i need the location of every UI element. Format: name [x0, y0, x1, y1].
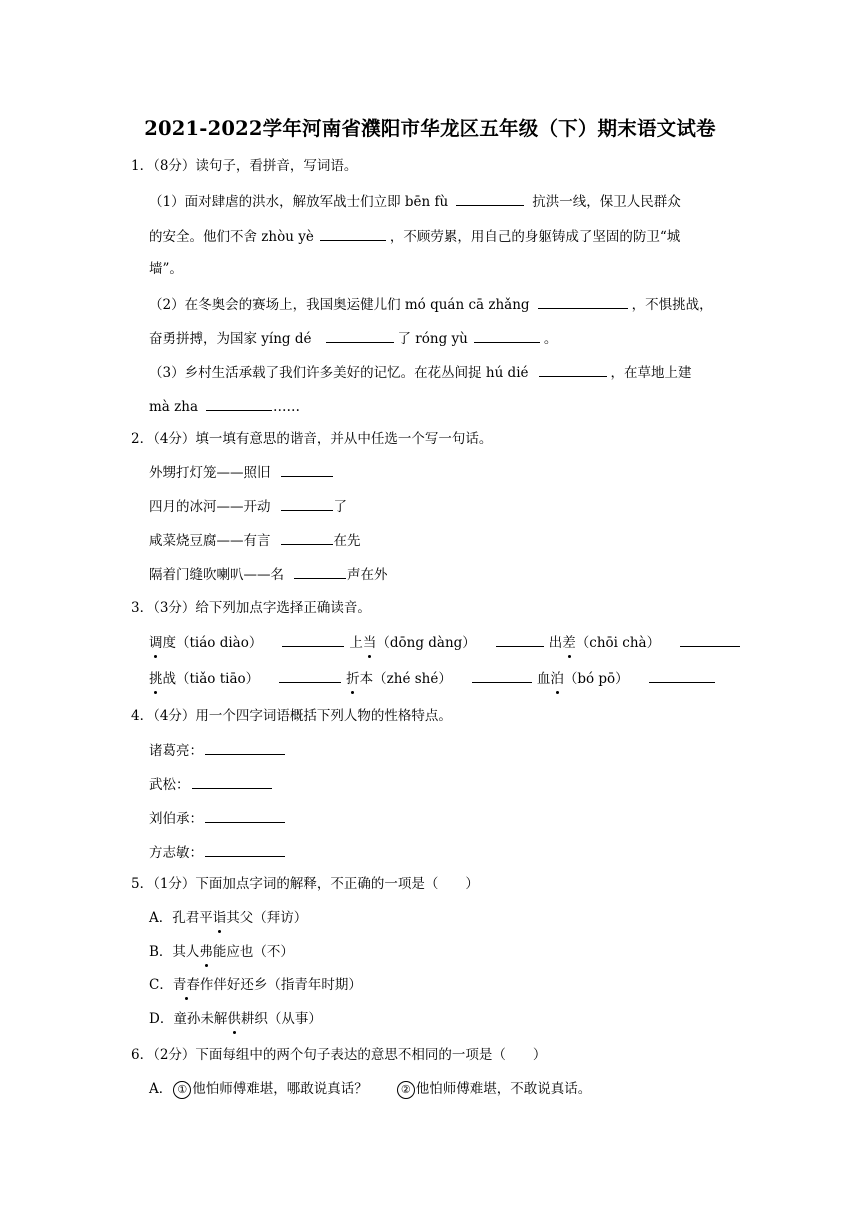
answer-blank[interactable] [192, 774, 272, 789]
answer-blank[interactable] [539, 362, 607, 377]
question-3-row-1 [149, 632, 744, 653]
question-1-sentence-3-line-2: mà zha …… [149, 396, 300, 417]
question-4-item: 方志敏： [149, 842, 289, 863]
pronunciation-item: 折本（zhé shé） [346, 671, 452, 687]
answer-blank[interactable] [496, 632, 544, 647]
answer-blank[interactable] [205, 740, 285, 755]
pronunciation-item: 出差（chōi chà） [548, 635, 661, 651]
dotted-word: 青春 [172, 977, 200, 993]
question-4-heading: 4．（4分）用一个四字词语概括下列人物的性格特点。 [131, 708, 452, 724]
answer-blank[interactable] [279, 668, 341, 683]
question-4-item: 刘伯承： [149, 808, 289, 829]
question-1-sentence-3-line-1: （3）乡村生活承载了我们许多美好的记忆。在花丛间捉 hú dié ，在草地上建 [149, 362, 692, 383]
answer-blank[interactable] [474, 328, 540, 343]
question-2-heading: 2．（4分）填一填有意思的谐音，并从中任选一个写一句话。 [131, 431, 493, 447]
answer-blank[interactable] [282, 632, 344, 647]
answer-blank[interactable] [281, 496, 333, 511]
question-1-sentence-2-line-1: （2）在冬奥会的赛场上，我国奥运健儿们 mó quán cā zhǎng ，不惧挑战， [149, 294, 713, 315]
answer-blank[interactable] [649, 668, 715, 683]
question-6-heading: 6．（2分）下面每组中的两个句子表达的意思不相同的一项是（ ） [131, 1047, 547, 1063]
answer-blank[interactable] [294, 564, 346, 579]
answer-blank[interactable] [206, 396, 272, 411]
question-1-sentence-1-line-3: 墙”。 [149, 261, 183, 277]
question-4-item: 武松： [149, 774, 276, 795]
question-1-sentence-1-line-2: 的安全。他们不舍 zhòu yè ，不顾劳累，用自己的身躯铸成了坚固的防卫“城 [149, 226, 680, 247]
answer-blank[interactable] [472, 668, 532, 683]
question-5-heading: 5．（1分）下面加点字词的解释，不正确的一项是（ ） [131, 876, 479, 892]
question-1-heading: 1．（8分）读句子，看拼音，写词语。 [131, 158, 358, 174]
answer-blank[interactable] [456, 191, 524, 206]
option-d[interactable]: D．童孙未解供耕织（从事） [149, 1011, 322, 1027]
pronunciation-item: 挑战（tiǎo tiāo） [149, 671, 260, 687]
option-a[interactable]: A．孔君平诣其父（拜访） [149, 910, 308, 926]
question-2-item-1: 外甥打灯笼——照旧 [149, 462, 337, 483]
answer-blank[interactable] [281, 462, 333, 477]
option-b[interactable]: B．其人弗能应也（不） [149, 944, 294, 960]
option-c[interactable]: C．青春作伴好还乡（指青年时期） [149, 977, 362, 993]
answer-blank[interactable] [205, 842, 285, 857]
answer-blank[interactable] [538, 294, 628, 309]
answer-blank[interactable] [680, 632, 740, 647]
page-title: 2021-2022学年河南省濮阳市华龙区五年级（下）期末语文试卷 [144, 117, 716, 140]
question-2-item-4: 隔着门缝吹喇叭——名 声在外 [149, 564, 388, 585]
question-1-sentence-1-line-1: （1）面对肆虐的洪水，解放军战士们立即 bēn fù 抗洪一线，保卫人民群众 [149, 191, 681, 212]
question-3-row-2 [149, 668, 719, 689]
question-3-heading: 3．（3分）给下列加点字选择正确读音。 [131, 600, 371, 616]
question-4-item: 诸葛亮： [149, 740, 289, 761]
circled-number-1: ① [173, 1081, 191, 1099]
question-1-sentence-2-line-2: 奋勇拼搏，为国家 yíng dé 了 róng yù 。 [149, 328, 557, 349]
pronunciation-item: 血泊（bó pō） [536, 671, 629, 687]
answer-blank[interactable] [326, 328, 394, 343]
answer-blank[interactable] [205, 808, 285, 823]
answer-blank[interactable] [320, 226, 386, 241]
pronunciation-item: 上当（dōng dàng） [349, 635, 476, 651]
question-2-item-2: 四月的冰河——开动 了 [149, 496, 347, 517]
pronunciation-item: 调度（tiáo diào） [149, 635, 263, 651]
option-a[interactable]: A． ① 他怕师傅难堪，哪敢说真话？ ② 他怕师傅难堪，不敢说真话。 [149, 1081, 592, 1097]
answer-blank[interactable] [281, 530, 333, 545]
question-2-item-3: 咸菜烧豆腐——有言 在先 [149, 530, 361, 551]
circled-number-2: ② [397, 1081, 415, 1099]
